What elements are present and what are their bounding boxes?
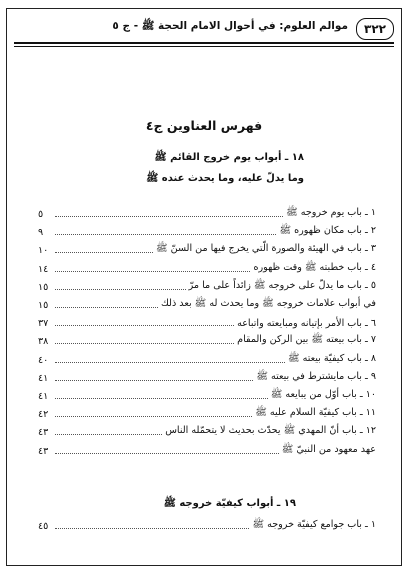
- dot-leader: [55, 216, 283, 217]
- toc-entry-title: ١٢ ـ باب أنّ المهدي ﷺ يحدّث بحديث لا يتحمّله الناس: [165, 425, 376, 437]
- chapter-heading: ١٨ ـ أبواب يوم خروج القائم ﷺ: [154, 152, 304, 163]
- dot-leader: [55, 271, 250, 272]
- toc-entry-page: ٥: [38, 209, 44, 220]
- dot-leader: [55, 398, 268, 399]
- toc-entry-title: ٢ ـ باب مكان ظهوره ﷺ: [279, 225, 376, 237]
- header-rule-thin: [14, 46, 394, 47]
- toc-entry-title: ٨ ـ باب كيفيّة بيعته ﷺ: [287, 352, 376, 364]
- chapter-subheading: وما يدلّ عليه، وما يحدث عنده ﷺ: [146, 173, 304, 184]
- page-number: ٣٢٢: [356, 18, 394, 40]
- toc-entry-page: ٩: [38, 227, 44, 239]
- dot-leader: [55, 453, 279, 454]
- dot-leader: [55, 252, 153, 253]
- toc-entry: [38, 350, 376, 366]
- toc-entry-page: ٤٣: [38, 427, 49, 439]
- dot-leader: [55, 343, 234, 344]
- page-header: [14, 16, 394, 46]
- toc-entry-page: ٤٥: [38, 521, 49, 532]
- toc-entry-page: ٤٢: [38, 409, 49, 421]
- dot-leader: [55, 289, 186, 290]
- toc-entry-title: ١ ـ باب جوامع كيفيّة خروجه ﷺ: [252, 519, 376, 530]
- toc-entry-title: في أبواب علامات خروجه ﷺ وما يحدث له ﷺ بعد ذلك: [160, 298, 376, 309]
- toc-entry-page: ٤١: [38, 391, 49, 402]
- toc-entry-page: ١٠: [38, 245, 49, 257]
- dot-leader: [55, 362, 285, 363]
- toc-entry-title: ١١ ـ باب كيفيّة السلام عليه ﷺ: [255, 407, 376, 419]
- dot-leader: [55, 380, 253, 381]
- toc-entry-page: ٣٨: [38, 336, 49, 348]
- toc-entry-title: ١٠ ـ باب أوّل من يبايعه ﷺ: [270, 389, 376, 400]
- toc-entry-title: ٧ ـ باب بيعته ﷺ بين الركن والمقام: [237, 334, 376, 346]
- dot-leader: [55, 528, 249, 529]
- toc-entry-title: عهد معهود من النبيّ ﷺ: [281, 443, 376, 455]
- toc-entry: [38, 240, 376, 256]
- toc-entry: [38, 441, 376, 457]
- toc-entry: [38, 295, 376, 311]
- toc-entry-page: ١٥: [38, 300, 49, 311]
- toc-entry-page: ٤١: [38, 372, 49, 384]
- toc-entry-page: ٣٧: [38, 318, 49, 330]
- toc-entry: [38, 313, 376, 329]
- dot-leader: [55, 307, 158, 308]
- toc-entry: [38, 204, 376, 220]
- toc-entry: [38, 277, 376, 293]
- toc-entry-title: ٥ ـ باب ما يدلّ على خروجه ﷺ زائداً على ما مرّ: [188, 279, 376, 291]
- running-title: موالم العلوم: في أحوال الامام الحجة ﷺ - ج ٥: [112, 20, 348, 32]
- chapter-heading-2: ١٩ ـ أبواب كيفيّة خروجه ﷺ: [163, 498, 296, 509]
- header-rule: [14, 42, 394, 44]
- toc-entry-page: ٤٣: [38, 445, 49, 457]
- toc-entry-title: ٤ ـ باب خطبته ﷺ وقت ظهوره: [253, 261, 376, 273]
- dot-leader: [55, 416, 252, 417]
- toc-entry: [38, 404, 376, 420]
- toc-entry: [38, 259, 376, 275]
- toc-entry-page: ٤٠: [38, 354, 49, 366]
- toc-entry-page: ١٥: [38, 281, 49, 293]
- toc-entry: [38, 386, 376, 402]
- dot-leader: [55, 434, 162, 435]
- index-title: فهرس العناوين ج٤: [145, 118, 263, 133]
- toc-entry-title: ١ ـ باب يوم خروجه ﷺ: [286, 207, 376, 218]
- toc-entry-title: ٣ ـ باب في الهيئة والصورة الّتي يخرج فيها من السنّ ﷺ: [156, 243, 376, 255]
- toc-entry-title: ٦ ـ باب الأمر بإتيانه ومبايعته واتباعه: [237, 318, 376, 330]
- toc-entry: [38, 222, 376, 238]
- dot-leader: [55, 325, 234, 326]
- dot-leader: [55, 234, 276, 235]
- toc-entry: [38, 516, 376, 532]
- toc-entry-title: ٩ ـ باب مايشترط في بيعته ﷺ: [256, 370, 376, 382]
- toc-entry: [38, 331, 376, 347]
- toc-entry-page: ١٤: [38, 263, 49, 275]
- toc-entry: [38, 368, 376, 384]
- toc-entry: [38, 422, 376, 438]
